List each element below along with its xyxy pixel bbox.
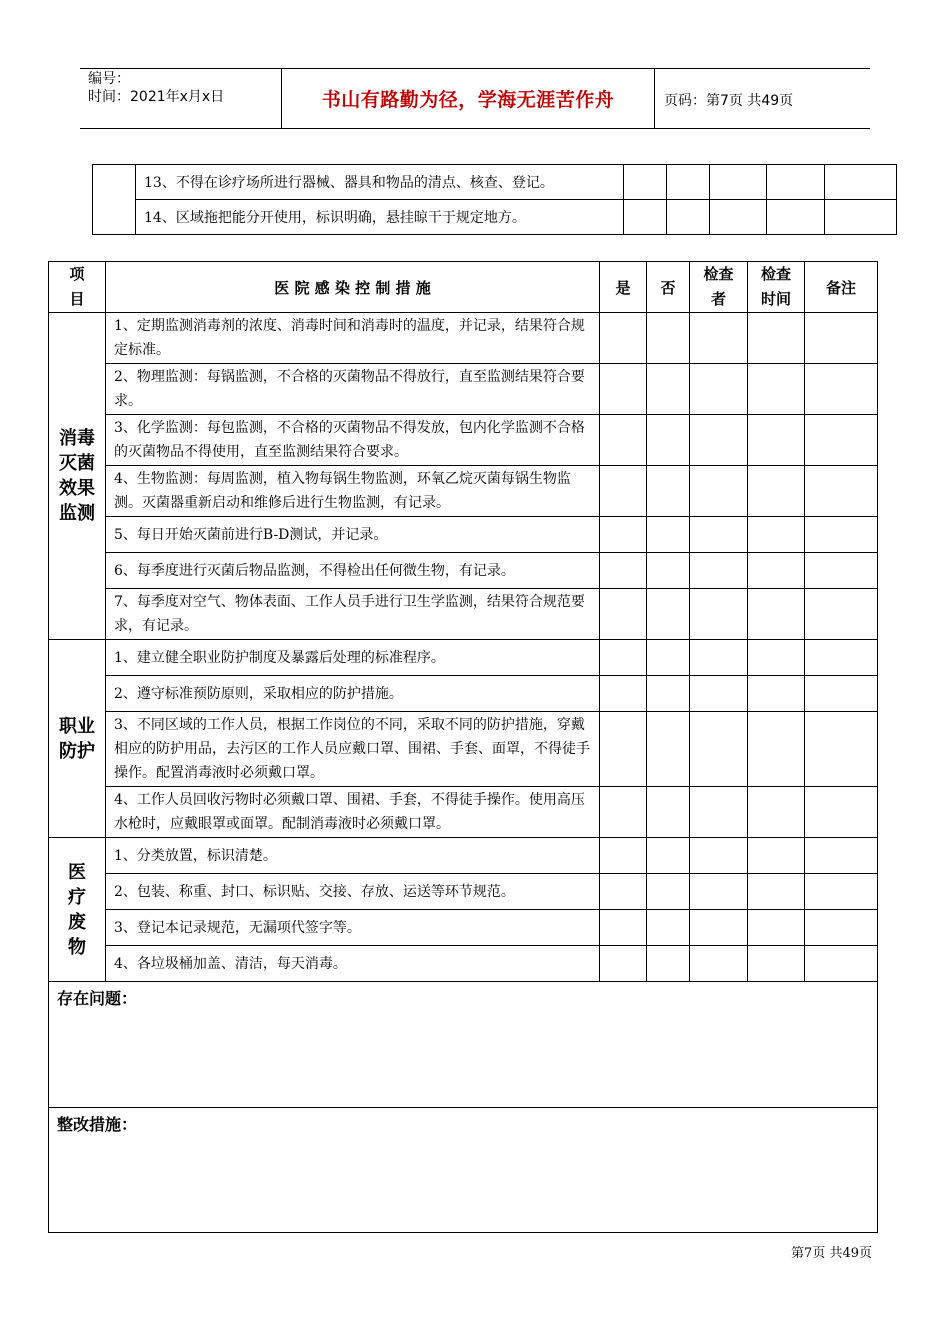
measure-cell: 1、定期监测消毒剂的浓度、消毒时间和消毒时的温度，并记录，结果符合规定标准。 bbox=[106, 313, 600, 364]
checker-cell[interactable] bbox=[690, 589, 748, 640]
header-checker: 检查者 bbox=[690, 262, 748, 313]
check-time-cell[interactable] bbox=[748, 553, 805, 589]
checker-cell[interactable] bbox=[690, 787, 748, 838]
yes-checkbox-cell[interactable] bbox=[600, 589, 647, 640]
checker-cell[interactable] bbox=[690, 466, 748, 517]
yes-checkbox-cell[interactable] bbox=[600, 712, 647, 787]
continuation-table bbox=[92, 164, 897, 235]
checker-cell[interactable] bbox=[690, 676, 748, 712]
measure-cell: 13、不得在诊疗场所进行器械、器具和物品的清点、核查、登记。 bbox=[136, 165, 624, 200]
check-time-cell[interactable] bbox=[748, 838, 805, 874]
yes-checkbox-cell[interactable] bbox=[624, 165, 667, 200]
yes-checkbox-cell[interactable] bbox=[600, 910, 647, 946]
yes-checkbox-cell[interactable] bbox=[600, 313, 647, 364]
doc-number-label: 编号： bbox=[88, 71, 130, 87]
measure-cell: 3、化学监测：每包监测，不合格的灭菌物品不得发放，包内化学监测不合格的灭菌物品不得使用，直至监测结果符合要求。 bbox=[106, 415, 600, 466]
check-time-cell[interactable] bbox=[748, 640, 805, 676]
no-checkbox-cell[interactable] bbox=[647, 415, 690, 466]
measure-cell: 3、不同区域的工作人员，根据工作岗位的不同，采取不同的防护措施，穿戴相应的防护用品，去污区的工作人员应戴口罩、围裙、手套、面罩，不得徒手操作。配置消毒液时必须戴口罩。 bbox=[106, 712, 600, 787]
remarks-cell[interactable] bbox=[805, 415, 878, 466]
measure-cell: 2、遵守标准预防原则，采取相应的防护措施。 bbox=[106, 676, 600, 712]
table-row bbox=[49, 838, 878, 874]
measure-cell: 5、每日开始灭菌前进行B-D测试，并记录。 bbox=[106, 517, 600, 553]
check-time-cell[interactable] bbox=[748, 946, 805, 982]
remarks-cell[interactable] bbox=[805, 676, 878, 712]
no-checkbox-cell[interactable] bbox=[647, 946, 690, 982]
problems-area[interactable] bbox=[49, 982, 878, 1108]
check-time-cell[interactable] bbox=[748, 415, 805, 466]
measure-cell: 2、包装、称重、封口、标识贴、交接、存放、运送等环节规范。 bbox=[106, 874, 600, 910]
check-time-cell[interactable] bbox=[748, 313, 805, 364]
remarks-cell[interactable] bbox=[805, 874, 878, 910]
yes-checkbox-cell[interactable] bbox=[600, 415, 647, 466]
check-time-cell[interactable] bbox=[748, 676, 805, 712]
table-row bbox=[49, 946, 878, 982]
remarks-cell[interactable] bbox=[805, 640, 878, 676]
check-time-cell[interactable] bbox=[748, 364, 805, 415]
checker-cell[interactable] bbox=[690, 838, 748, 874]
no-checkbox-cell[interactable] bbox=[667, 200, 710, 235]
checker-cell[interactable] bbox=[690, 313, 748, 364]
no-checkbox-cell[interactable] bbox=[647, 517, 690, 553]
no-checkbox-cell[interactable] bbox=[647, 910, 690, 946]
no-checkbox-cell[interactable] bbox=[647, 553, 690, 589]
section-label: 医疗废物 bbox=[49, 838, 106, 982]
no-checkbox-cell[interactable] bbox=[647, 589, 690, 640]
remarks-cell[interactable] bbox=[805, 946, 878, 982]
no-checkbox-cell[interactable] bbox=[647, 712, 690, 787]
table-row bbox=[93, 165, 897, 200]
yes-checkbox-cell[interactable] bbox=[600, 787, 647, 838]
header-remarks: 备注 bbox=[805, 262, 878, 313]
table-row bbox=[49, 466, 878, 517]
checker-cell[interactable] bbox=[690, 874, 748, 910]
header-bottom-rule bbox=[80, 128, 870, 129]
item-cell bbox=[93, 165, 136, 235]
section-label: 职业防护 bbox=[49, 640, 106, 838]
no-checkbox-cell[interactable] bbox=[647, 676, 690, 712]
rectification-area[interactable] bbox=[49, 1108, 878, 1233]
table-row bbox=[49, 589, 878, 640]
no-checkbox-cell[interactable] bbox=[647, 640, 690, 676]
no-checkbox-cell[interactable] bbox=[647, 874, 690, 910]
table-row bbox=[49, 364, 878, 415]
remarks-cell[interactable] bbox=[825, 165, 897, 200]
measure-cell: 6、每季度进行灭菌后物品监测，不得检出任何微生物，有记录。 bbox=[106, 553, 600, 589]
measure-cell: 1、分类放置，标识清楚。 bbox=[106, 838, 600, 874]
table-row bbox=[49, 553, 878, 589]
header-check-time: 检查时间 bbox=[748, 262, 805, 313]
checker-cell[interactable] bbox=[690, 553, 748, 589]
measure-cell: 4、各垃圾桶加盖、清洁，每天消毒。 bbox=[106, 946, 600, 982]
table-row bbox=[49, 712, 878, 787]
remarks-cell[interactable] bbox=[805, 838, 878, 874]
no-checkbox-cell[interactable] bbox=[667, 165, 710, 200]
no-checkbox-cell[interactable] bbox=[647, 466, 690, 517]
check-time-cell[interactable] bbox=[767, 200, 825, 235]
remarks-cell[interactable] bbox=[805, 517, 878, 553]
table-row bbox=[49, 874, 878, 910]
no-checkbox-cell[interactable] bbox=[647, 787, 690, 838]
remarks-cell[interactable] bbox=[805, 910, 878, 946]
header-item: 项 目 bbox=[49, 262, 106, 313]
checker-cell[interactable] bbox=[710, 165, 767, 200]
measure-cell: 2、物理监测：每锅监测，不合格的灭菌物品不得放行，直至监测结果符合要求。 bbox=[106, 364, 600, 415]
remarks-cell[interactable] bbox=[805, 787, 878, 838]
rectification-row bbox=[49, 1108, 878, 1233]
yes-checkbox-cell[interactable] bbox=[624, 200, 667, 235]
remarks-cell[interactable] bbox=[825, 200, 897, 235]
table-row bbox=[49, 415, 878, 466]
table-row bbox=[49, 517, 878, 553]
checker-cell[interactable] bbox=[690, 910, 748, 946]
yes-checkbox-cell[interactable] bbox=[600, 517, 647, 553]
checker-cell[interactable] bbox=[710, 200, 767, 235]
header-motto: 书山有路勤为径，学海无涯苦作舟 bbox=[321, 89, 615, 111]
measure-cell: 14、区域拖把能分开使用，标识明确，悬挂晾干于规定地方。 bbox=[136, 200, 624, 235]
problems-label: 存在问题： bbox=[57, 989, 138, 1008]
header-measures: 医 院 感 染 控 制 措 施 bbox=[106, 262, 600, 313]
header-yes: 是 bbox=[600, 262, 647, 313]
measure-cell: 3、登记本记录规范，无漏项代签字等。 bbox=[106, 910, 600, 946]
header-top-rule bbox=[80, 68, 870, 69]
measure-cell: 4、生物监测：每周监测，植入物每锅生物监测，环氧乙烷灭菌每锅生物监测。灭菌器重新启动和维修后进行生物监测，有记录。 bbox=[106, 466, 600, 517]
yes-checkbox-cell[interactable] bbox=[600, 874, 647, 910]
check-time-cell[interactable] bbox=[748, 517, 805, 553]
yes-checkbox-cell[interactable] bbox=[600, 640, 647, 676]
yes-checkbox-cell[interactable] bbox=[600, 466, 647, 517]
no-checkbox-cell[interactable] bbox=[647, 838, 690, 874]
checker-cell[interactable] bbox=[690, 712, 748, 787]
table-row bbox=[49, 787, 878, 838]
check-time-cell[interactable] bbox=[748, 787, 805, 838]
check-time-cell[interactable] bbox=[748, 874, 805, 910]
remarks-cell[interactable] bbox=[805, 712, 878, 787]
rectification-label: 整改措施： bbox=[57, 1115, 138, 1134]
check-time-cell[interactable] bbox=[748, 466, 805, 517]
checker-cell[interactable] bbox=[690, 517, 748, 553]
yes-checkbox-cell[interactable] bbox=[600, 946, 647, 982]
checker-cell[interactable] bbox=[690, 364, 748, 415]
infection-control-table bbox=[48, 261, 878, 1233]
table-header-row bbox=[49, 262, 878, 313]
table-row bbox=[49, 676, 878, 712]
measure-cell: 4、工作人员回收污物时必须戴口罩、围裙、手套，不得徒手操作。使用高压水枪时，应戴眼罩或面罩。配制消毒液时必须戴口罩。 bbox=[106, 787, 600, 838]
yes-checkbox-cell[interactable] bbox=[600, 553, 647, 589]
checker-cell[interactable] bbox=[690, 946, 748, 982]
check-time-cell[interactable] bbox=[748, 589, 805, 640]
section-label: 消毒灭菌效果监测 bbox=[49, 313, 106, 640]
checker-cell[interactable] bbox=[690, 415, 748, 466]
remarks-cell[interactable] bbox=[805, 553, 878, 589]
header-no: 否 bbox=[647, 262, 690, 313]
yes-checkbox-cell[interactable] bbox=[600, 838, 647, 874]
remarks-cell[interactable] bbox=[805, 313, 878, 364]
table-row bbox=[93, 200, 897, 235]
footer-page-number: 第7页 共49页 bbox=[791, 1246, 872, 1261]
measure-cell: 7、每季度对空气、物体表面、工作人员手进行卫生学监测，结果符合规范要求，有记录。 bbox=[106, 589, 600, 640]
remarks-cell[interactable] bbox=[805, 364, 878, 415]
yes-checkbox-cell[interactable] bbox=[600, 676, 647, 712]
table-row bbox=[49, 910, 878, 946]
checker-cell[interactable] bbox=[690, 640, 748, 676]
remarks-cell[interactable] bbox=[805, 466, 878, 517]
check-time-cell[interactable] bbox=[748, 712, 805, 787]
no-checkbox-cell[interactable] bbox=[647, 313, 690, 364]
yes-checkbox-cell[interactable] bbox=[600, 364, 647, 415]
remarks-cell[interactable] bbox=[805, 589, 878, 640]
header-divider-right bbox=[654, 69, 655, 128]
problems-row bbox=[49, 982, 878, 1108]
check-time-cell[interactable] bbox=[748, 910, 805, 946]
check-time-cell[interactable] bbox=[767, 165, 825, 200]
doc-time-label: 时间：2021年x月x日 bbox=[88, 89, 225, 105]
table-row bbox=[49, 640, 878, 676]
no-checkbox-cell[interactable] bbox=[647, 364, 690, 415]
header-page-label: 页码：第7页 共49页 bbox=[664, 93, 794, 109]
measure-cell: 1、建立健全职业防护制度及暴露后处理的标准程序。 bbox=[106, 640, 600, 676]
table-row bbox=[49, 313, 878, 364]
